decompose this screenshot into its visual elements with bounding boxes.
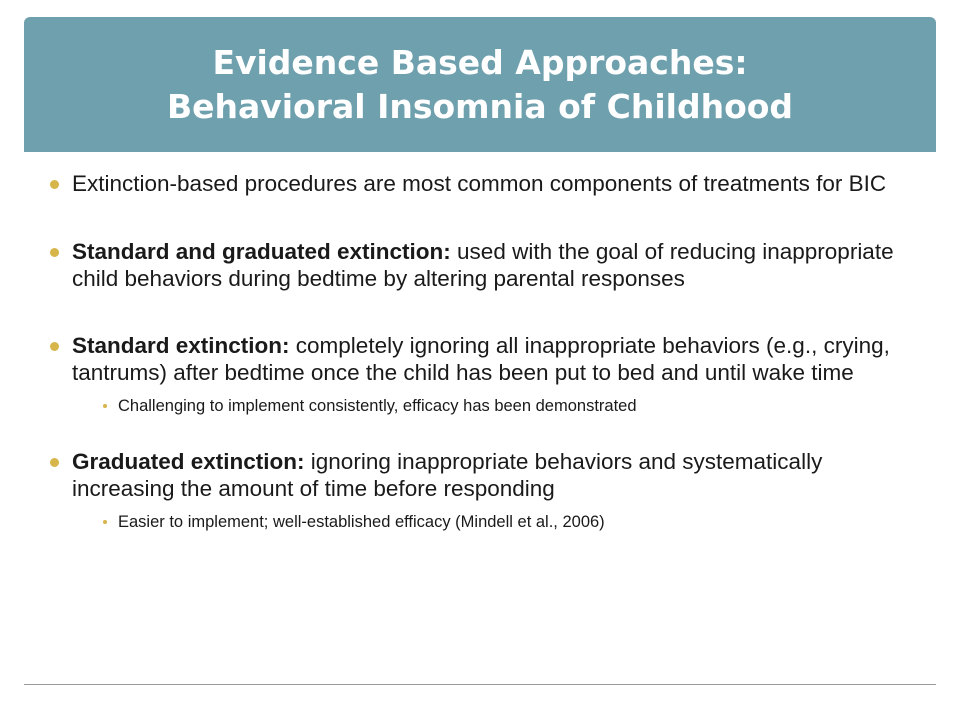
- bullet-3-text: completely ignoring all inappropriate behaviors (e.g., crying, tantrums) after bedtime once the child has been put to bed and until wake time: [72, 333, 890, 385]
- bullet-4-text: ignoring inappropriate behaviors and systematically increasing the amount of time before responding: [72, 449, 823, 501]
- bullet-4-term: Graduated extinction:: [72, 449, 305, 474]
- bullet-3-term: Standard extinction:: [72, 333, 290, 358]
- sub-bullet-dot-icon: [103, 404, 107, 408]
- sub-bullet-3: [48, 396, 918, 416]
- bullet-2: [48, 238, 918, 292]
- slide-title-line-2: Behavioral Insomnia of Childhood: [166, 86, 794, 126]
- bullet-dot-icon: [50, 458, 59, 467]
- bullet-1-text: Extinction-based procedures are most common components of treatments for BIC: [72, 171, 887, 196]
- slide-content: [48, 170, 918, 532]
- bullet-2-term: Standard and graduated extinction:: [72, 239, 451, 264]
- sub-bullet-dot-icon: [103, 520, 107, 524]
- bullet-dot-icon: [50, 342, 59, 351]
- sub-bullet-3-text: Challenging to implement consistently, efficacy has been demonstrated: [118, 397, 637, 415]
- bullet-dot-icon: [50, 180, 59, 189]
- sub-bullet-4-text: Easier to implement; well-established efficacy (Mindell et al., 2006): [118, 513, 605, 531]
- bullet-1: [48, 170, 918, 197]
- title-bar: [24, 17, 936, 152]
- bullet-2-text: used with the goal of reducing inappropriate child behaviors during bedtime by altering parental responses: [72, 239, 894, 291]
- bullet-4: [48, 448, 918, 502]
- footer-divider: [24, 684, 936, 685]
- bullet-dot-icon: [50, 248, 59, 257]
- sub-bullet-4: [48, 512, 918, 532]
- bullet-3: [48, 332, 918, 386]
- slide-title-line-1: Evidence Based Approaches:: [212, 42, 748, 82]
